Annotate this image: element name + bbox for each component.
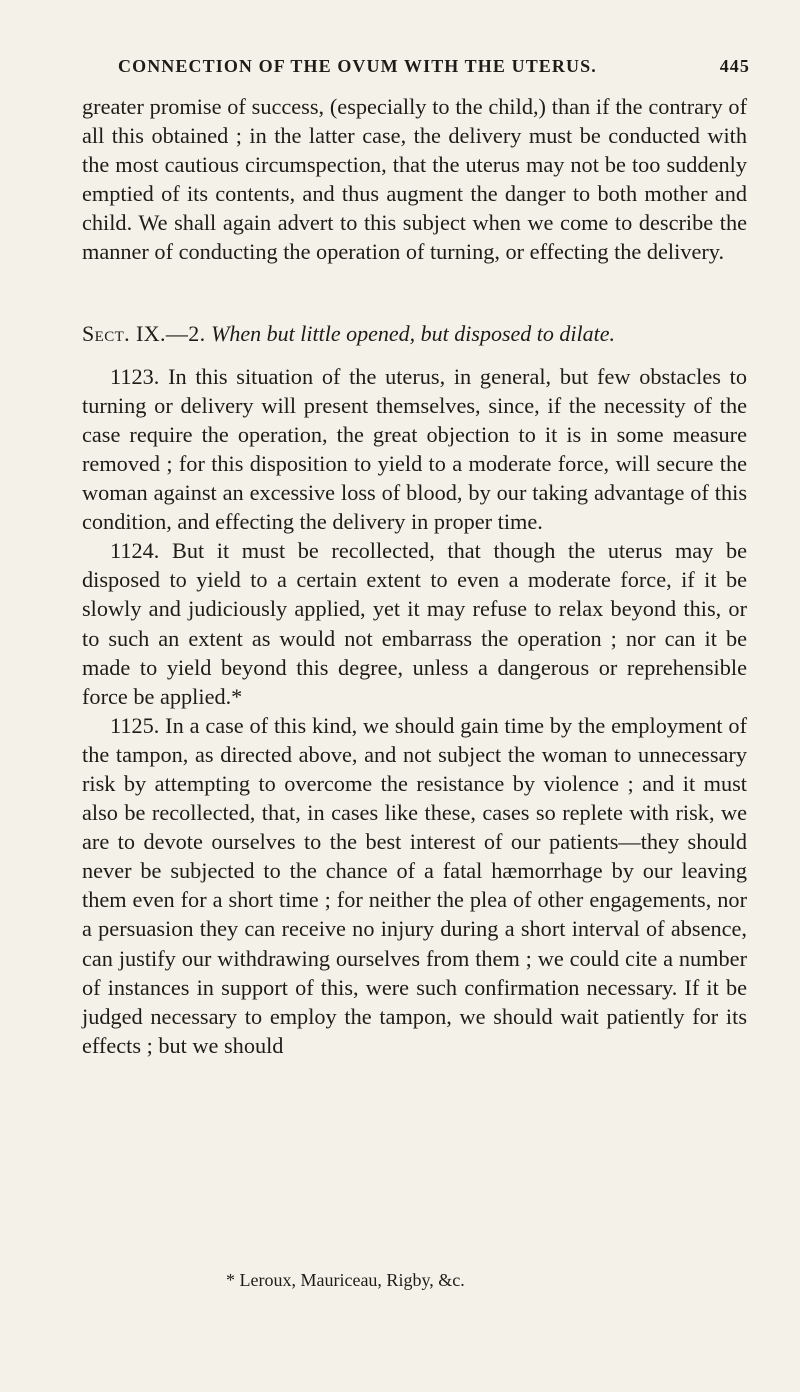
section-heading-subtitle: When but little opened, but disposed to dilate. xyxy=(211,320,615,346)
body-text xyxy=(82,92,747,1060)
section-heading xyxy=(82,319,747,348)
paragraph-1125: 1125. In a case of this kind, we should gain time by the employment of the tampon, as directed above, and not subject the woman to unnecessary risk by attempting to overcome the resistance by violence ; and it must also be recollected, that, in cases like these, cases so replete with risk, we are to devote ourselves to the best interest of our patients—they should never be subjected to the chance of a fatal hæmorrhage by our leaving them even for a short time ; for neither the plea of other engagements, nor a persuasion they can receive no injury during a short interval of absence, can justify our withdrawing ourselves from them ; we could cite a number of instances in support of this, were such confirmation necessary. If it be judged necessary to employ the tampon, we should wait patiently for its effects ; but we should xyxy=(82,712,747,1058)
section-heading-lead: Sect. IX.—2. xyxy=(82,320,206,346)
footnote: * Leroux, Mauriceau, Rigby, &c. xyxy=(226,1270,465,1290)
paragraph-1123: 1123. In this situation of the uterus, in general, but few obstacles to turning or delivery will present themselves, since, if the necessity of the case require the operation, the great objection to it is in some measure removed ; for this disposition to yield to a moderate force, will secure the woman against an excessive loss of blood, by our taking advantage of this condition, and effecting the delivery in proper time. xyxy=(82,363,747,535)
page-number: 445 xyxy=(719,56,750,76)
running-head-title: CONNECTION OF THE OVUM WITH THE UTERUS. xyxy=(118,56,597,76)
paragraph-1124: 1124. But it must be recollected, that though the uterus may be disposed to yield to a certain extent to even a moderate force, if it be slowly and judiciously applied, yet it may refuse to relax beyond this, or to such an extent as would not embarrass the operation ; nor can it be made to yield beyond this degree, unless a dangerous or reprehensible force be applied.* xyxy=(82,538,747,709)
opening-paragraph: greater promise of success, (especially to the child,) than if the contrary of all this obtained ; in the latter case, the delivery must be conducted with the most cautious circumspection, that the uterus may not be too suddenly emptied of its contents, and thus augment the danger to both mother and child. We shall again advert to this subject when we come to describe the manner of conducting the operation of turning, or effecting the delivery. xyxy=(82,94,747,265)
